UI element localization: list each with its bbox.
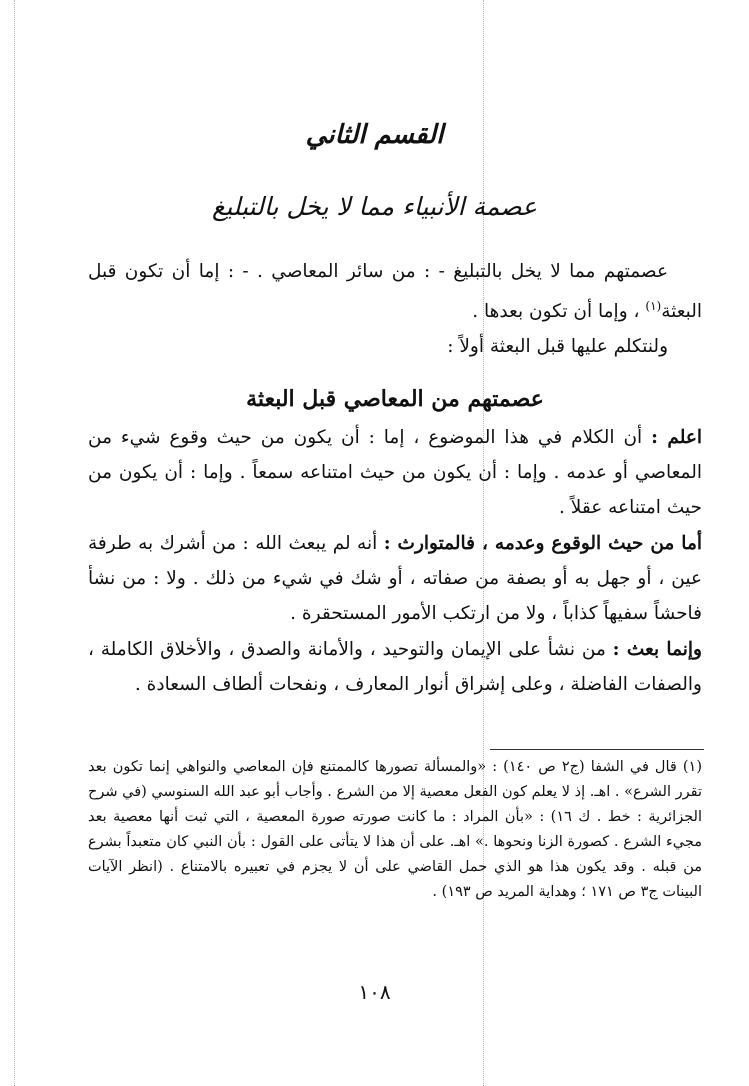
page-number: ١٠٨ — [358, 980, 391, 1004]
paragraph-1 — [88, 420, 702, 525]
chapter-title: عصمة الأنبياء مما لا يخل بالتبليغ — [212, 192, 537, 221]
intro-line-3: ولنتكلم عليها قبل البعثة أولاً : — [447, 336, 668, 358]
footnote-reference[interactable]: (١) — [645, 299, 662, 313]
footnote-separator — [490, 749, 704, 750]
section-heading: القسم الثاني — [305, 120, 444, 150]
paragraph-3 — [88, 632, 702, 702]
paragraph-2 — [88, 526, 702, 631]
scan-edge-dotted-line — [14, 0, 15, 1086]
paragraph-1-text: أن الكلام في هذا الموضوع ، إما : أن يكون من حيث وقوع شيء من المعاصي أو عدمه . وإما : أن يكون من حيث امتناعه سمعاً . وإما : أن يكون من حيث امتناعه عقلاً . — [88, 427, 702, 518]
footnote: (١) قال في الشفا (ج٢ ص ١٤٠) : «والمسألة تصورها كالممتنع فإن المعاصي والنواهي إنما تكون بعد تقرر الشرع» . اهـ. إذ لا يعلم كون الفعل معصية إلا من الشرع . وأجاب أبو عبد الله السنوسي (في شرح الجزائرية : خط . ك ١٦) : «بأن المراد : ما كانت صورته صورة المعصية ، التي ثبت أنها معصية بعد مجيء الشرع . كصورة الزنا ونحوها .» اهـ. على أن هذا لا يتأتى على القول : بأن النبي كان متعبداً بشرع من قبله . وقد يكون هذا هو الذي حمل القاضي على أن لا يجزم في تعبيره بالامتناع . (انظر الآيات البينات ج٣ ص ١٧١ ؛ وهداية المريد ص ١٩٣) . — [88, 759, 703, 900]
intro-line-1: عصمتهم مما لا يخل بالتبليغ - : من سائر المعاصي . - : إما أن تكون قبل البعثة — [88, 261, 702, 323]
paragraph-1-lead: اعلم : — [651, 427, 703, 448]
paragraph-2-text: أنه لم يبعث الله : من أشرك به طرفة عين ، أو جهل به أو بصفة من صفاته ، أو شك في شيء من ذلك . ولا : من نشأ فاحشاً سفيهاً كذاباً ، ولا من ارتكب الأمور المستحقرة . — [88, 533, 702, 624]
intro-line-2: ، وإما أن تكون بعدها . — [472, 301, 640, 323]
intro-text — [88, 254, 702, 364]
paragraph-2-lead: أما من حيث الوقوع وعدمه ، فالمتوارث : — [383, 533, 702, 554]
subheading: عصمتهم من المعاصي قبل البعثة — [246, 386, 544, 412]
paragraph-3-text: من نشأ على الإيمان والتوحيد ، والأمانة والصدق ، والأخلاق الكاملة ، والصفات الفاضلة ، وعلى إشراق أنوار المعارف ، ونفحات ألطاف السعادة . — [88, 639, 702, 695]
intro-paragraph — [88, 254, 702, 329]
paragraph-3-lead: وإنما بعث : — [612, 639, 702, 660]
